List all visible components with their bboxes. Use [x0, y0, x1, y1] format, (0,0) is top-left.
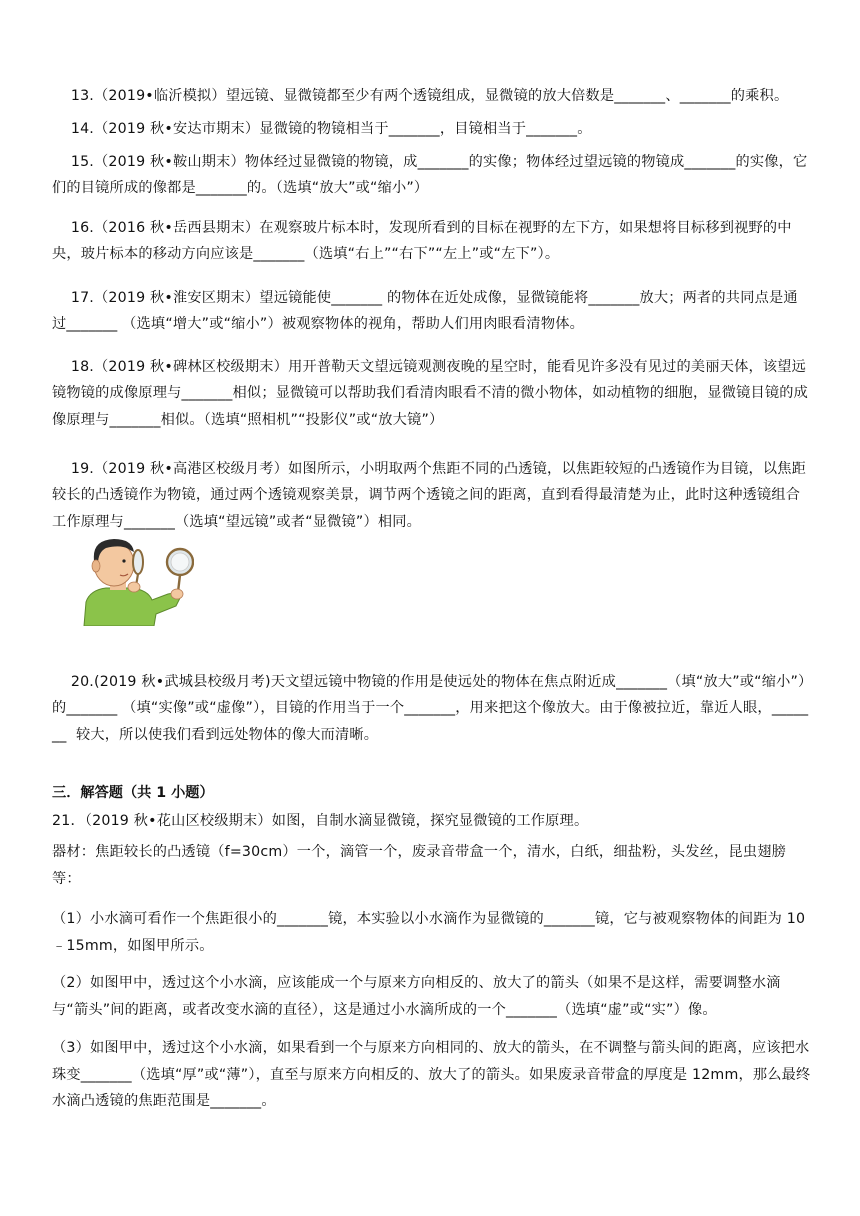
question-text: （2019•临沂模拟）望远镜、显微镜都至少有两个透镜组成，显微镜的放大倍数是_______、_______的乘积。: [94, 87, 789, 104]
question-21-part-1: （1）小水滴可看作一个焦距很小的_______镜，本实验以小水滴作为显微镜的_______镜，它与被观察物体的间距为 10﹣15mm，如图甲所示。: [52, 911, 806, 954]
question-21-part-3: （3）如图甲中，透过这个小水滴，如果看到一个与原来方向相同的、放大的箭头，在不调整与箭头间的距离，应该把水珠变_______（选填“厚”或“薄”），直至与原来方向相反的、放大了的箭头。如果废录音带盒的厚度是 12mm，那么最终水滴凸透镜的焦距范围是_______。: [52, 1040, 811, 1109]
question-21-materials: 器材：焦距较长的凸透镜（f=30cm）一个，滴管一个，废录音带盒一个，清水，白纸，细盐粉，头发丝，昆虫翅膀等：: [52, 844, 786, 887]
question-number: 14.: [70, 120, 95, 137]
question-number: 20.: [70, 673, 95, 690]
question-text: （2019 秋•安达市期末）显微镜的物镜相当于_______，目镜相当于_______。: [94, 120, 592, 137]
question-number: 16.: [70, 219, 95, 236]
boy-with-lenses-illustration: [76, 534, 194, 626]
question-text: （2016 秋•岳西县期末）在观察玻片标本时，发现所看到的目标在视野的左下方，如果想将目标移到视野的中央，玻片标本的移动方向应该是_______（选填“右上”“右下”“左上”或“左下”）。: [52, 219, 792, 262]
question-text: （2019 秋•淮安区期末）望远镜能使_______ 的物体在近处成像，显微镜能将_______放大；两者的共同点是通过_______ （选填“增大”或“缩小”）被观察物体的视角，帮助人们用肉眼看清物体。: [52, 289, 798, 332]
section-heading: 三．解答题（共 1 小题）: [52, 785, 214, 801]
question-text: （2019 秋•高港区校级月考）如图所示，小明取两个焦距不同的凸透镜，以焦距较短的凸透镜作为目镜，以焦距较长的凸透镜作为物镜，通过两个透镜观察美景，调节两个透镜之间的距离，直到看得最清楚为止，此时这种透镜组合工作原理与_______（选填“望远镜”或者“显微镜”）相同。: [52, 460, 807, 530]
question-number: 19.: [70, 460, 95, 477]
question-number: 15.: [70, 153, 95, 170]
question-number: 13.: [70, 87, 95, 104]
question-number: 17.: [70, 289, 95, 306]
question-21-intro: 21．（2019 秋•花山区校级期末）如图，自制水滴显微镜，探究显微镜的工作原理。: [52, 813, 589, 829]
question-text: （2019 秋•碑林区校级期末）用开普勒天文望远镜观测夜晚的星空时，能看见许多没有见过的美丽天体，该望远镜物镜的成像原理与_______相似；显微镜可以帮助我们看清肉眼看不清的微小物体，如动植物的细胞，显微镜目镜的成像原理与_______相似。（选填“照相机”“投影仪”或“放大镜”）: [52, 358, 809, 428]
question-text: （2019 秋•鞍山期末）物体经过显微镜的物镜，成_______的实像；物体经过望远镜的物镜成_______的实像，它们的目镜所成的像都是_______的。（选填“放大”或“缩小”）: [52, 153, 808, 196]
question-21-part-2: （2）如图甲中，透过这个小水滴，应该能成一个与原来方向相反的、放大了的箭头（如果不是这样，需要调整水滴与“箭头”间的距离，或者改变水滴的直径），这是通过小水滴所成的一个_______（选填“虚”或“实”）像。: [52, 975, 781, 1018]
question-number: 18.: [70, 358, 95, 375]
question-text: (2019 秋•武城县校级月考)天文望远镜中物镜的作用是使远处的物体在焦点附近成_______（填“放大”或“缩小”）的_______ （填“实像”或“虚像”），目镜的作用当于一个_______，用来把这个像放大。由于像被拉近，靠近人眼，_______ 较大，所以使我们看到远处物体的像大而清晰。: [52, 673, 809, 743]
question-20: [52, 642, 812, 775]
